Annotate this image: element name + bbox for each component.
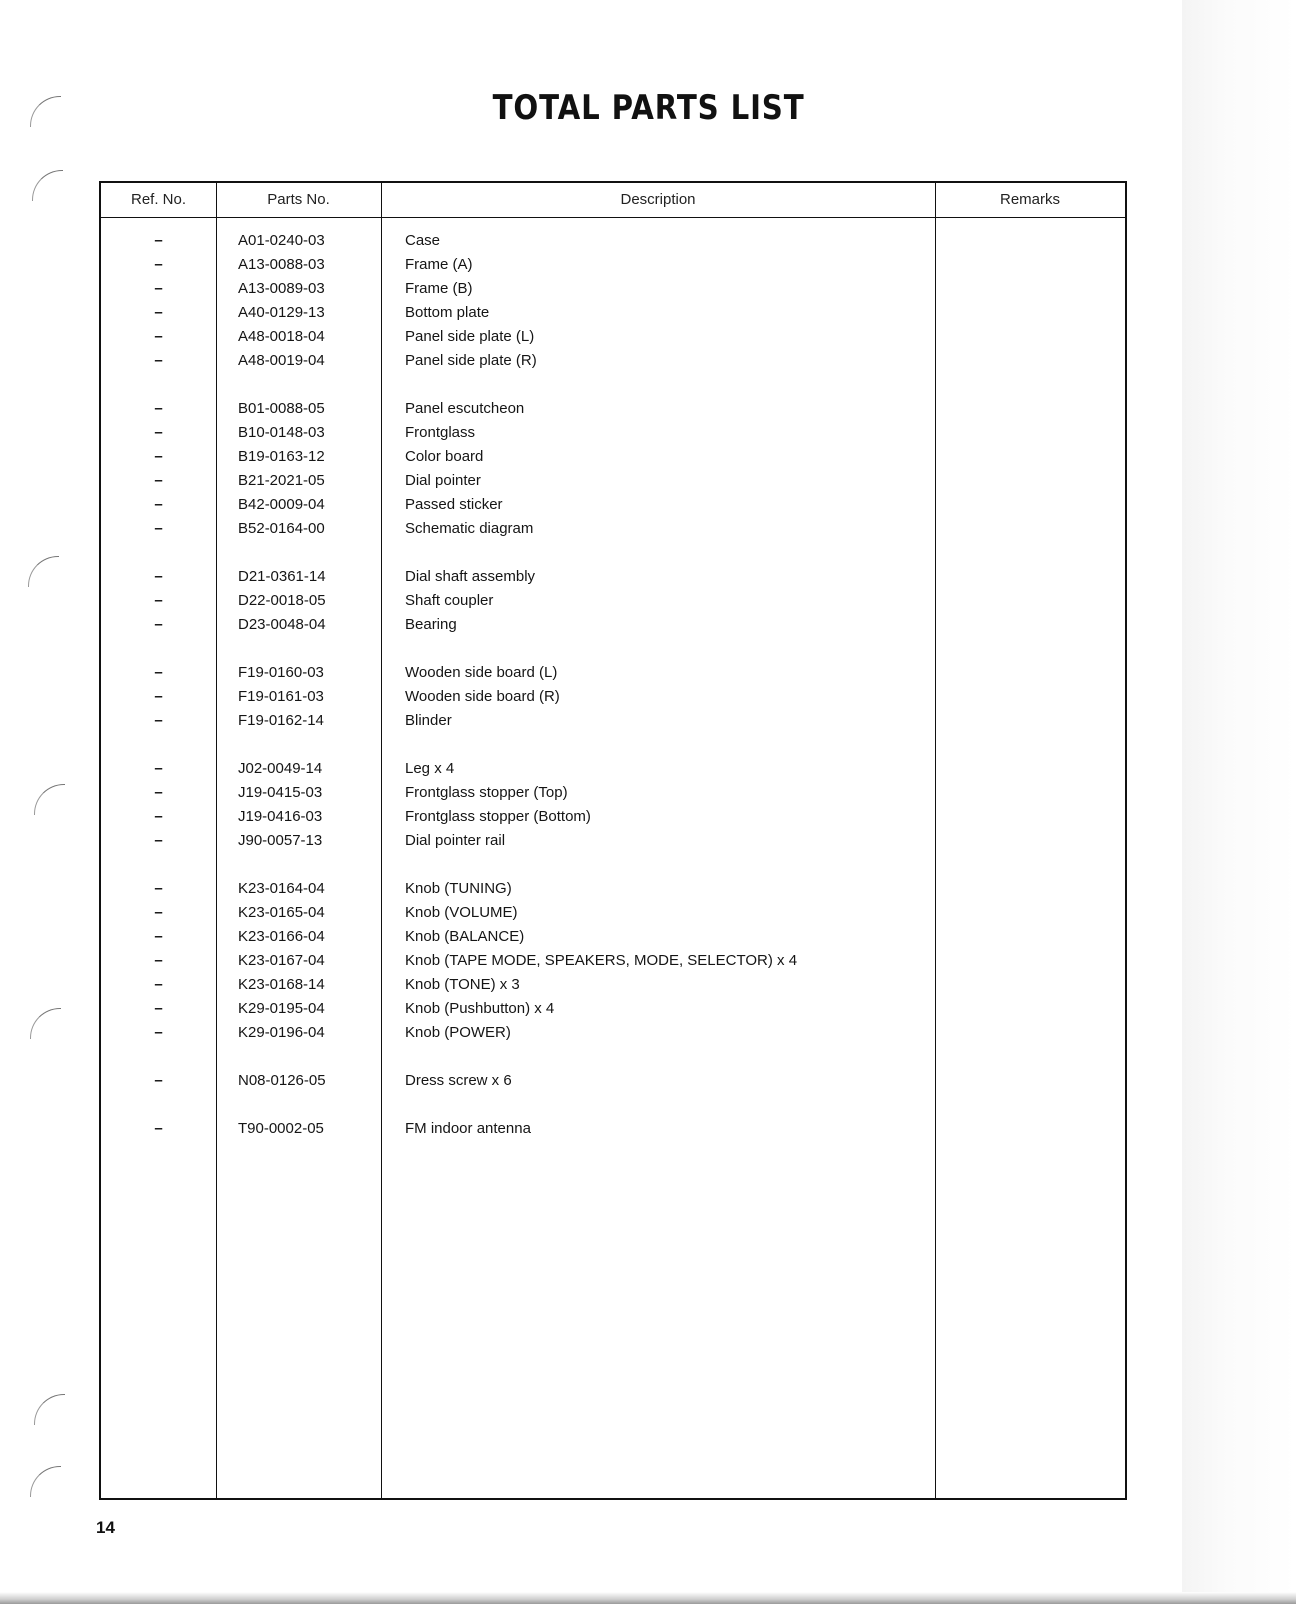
- binder-hole-mark: [28, 556, 59, 587]
- parts-no-cell: K29-0195-04: [238, 1000, 325, 1017]
- table-row: [101, 445, 1125, 469]
- table-row: [101, 901, 1125, 925]
- description-cell: Frontglass stopper (Bottom): [405, 808, 591, 825]
- ref-no-cell: –: [154, 328, 163, 345]
- binder-hole-mark: [34, 784, 65, 815]
- ref-no-cell: –: [154, 1024, 163, 1041]
- parts-no-cell: J19-0415-03: [238, 784, 323, 801]
- parts-no-cell: A40-0129-13: [238, 304, 325, 321]
- table-row: [101, 685, 1125, 709]
- table-row: [101, 805, 1125, 829]
- parts-no-cell: A13-0089-03: [238, 280, 325, 297]
- parts-no-cell: D21-0361-14: [238, 568, 326, 585]
- table-row: [101, 1117, 1125, 1141]
- ref-no-cell: –: [154, 664, 163, 681]
- description-cell: Panel side plate (L): [405, 328, 535, 345]
- ref-no-cell: –: [154, 232, 163, 249]
- ref-no-cell: –: [154, 808, 163, 825]
- parts-no-cell: B19-0163-12: [238, 448, 325, 465]
- description-cell: Frame (A): [405, 256, 473, 273]
- ref-no-cell: –: [154, 784, 163, 801]
- ref-no-cell: –: [154, 568, 163, 585]
- table-row: [101, 421, 1125, 445]
- parts-no-cell: A48-0018-04: [238, 328, 325, 345]
- description-cell: Frontglass stopper (Top): [405, 784, 568, 801]
- description-cell: Frame (B): [405, 280, 473, 297]
- parts-no-cell: K23-0166-04: [238, 928, 325, 945]
- parts-no-cell: B52-0164-00: [238, 520, 325, 537]
- ref-no-cell: –: [154, 1000, 163, 1017]
- table-row: [101, 661, 1125, 685]
- table-row: [101, 1069, 1125, 1093]
- ref-no-cell: –: [154, 400, 163, 417]
- parts-no-cell: A01-0240-03: [238, 232, 325, 249]
- parts-no-cell: D23-0048-04: [238, 616, 326, 633]
- header-ref-no: Ref. No.: [130, 191, 187, 208]
- description-cell: Dial pointer rail: [405, 832, 506, 849]
- description-cell: Dial pointer: [405, 472, 481, 489]
- parts-no-cell: K23-0168-14: [238, 976, 325, 993]
- description-cell: Panel escutcheon: [405, 400, 525, 417]
- description-cell: Shaft coupler: [405, 592, 494, 609]
- parts-no-cell: J90-0057-13: [238, 832, 323, 849]
- table-row: [101, 877, 1125, 901]
- ref-no-cell: –: [154, 592, 163, 609]
- parts-no-cell: J19-0416-03: [238, 808, 323, 825]
- ref-no-cell: –: [154, 688, 163, 705]
- parts-no-cell: K23-0164-04: [238, 880, 325, 897]
- description-cell: Knob (BALANCE): [405, 928, 525, 945]
- binder-hole-mark: [30, 1008, 61, 1039]
- table-row: [101, 469, 1125, 493]
- description-cell: Dial shaft assembly: [405, 568, 536, 585]
- parts-no-cell: A48-0019-04: [238, 352, 325, 369]
- description-cell: Knob (VOLUME): [405, 904, 518, 921]
- parts-no-cell: B10-0148-03: [238, 424, 325, 441]
- description-cell: Panel side plate (R): [405, 352, 537, 369]
- parts-no-cell: T90-0002-05: [238, 1120, 324, 1137]
- page-bottom-edge: [0, 1592, 1296, 1604]
- parts-no-cell: F19-0162-14: [238, 712, 324, 729]
- page-edge-shadow: [1182, 0, 1296, 1604]
- table-row: [101, 781, 1125, 805]
- table-row: [101, 757, 1125, 781]
- table-row: [101, 589, 1125, 613]
- table-row: [101, 253, 1125, 277]
- ref-no-cell: –: [154, 280, 163, 297]
- parts-no-cell: D22-0018-05: [238, 592, 326, 609]
- description-cell: Bearing: [405, 616, 457, 633]
- parts-no-cell: F19-0160-03: [238, 664, 324, 681]
- parts-no-cell: A13-0088-03: [238, 256, 325, 273]
- ref-no-cell: –: [154, 712, 163, 729]
- ref-no-cell: –: [154, 472, 163, 489]
- parts-no-cell: K23-0165-04: [238, 904, 325, 921]
- table-row: [101, 709, 1125, 733]
- binder-hole-mark: [30, 1466, 61, 1497]
- table-row: [101, 613, 1125, 637]
- ref-no-cell: –: [154, 520, 163, 537]
- ref-no-cell: –: [154, 976, 163, 993]
- table-row: [101, 565, 1125, 589]
- description-cell: Passed sticker: [405, 496, 503, 513]
- table-row: [101, 397, 1125, 421]
- description-cell: Schematic diagram: [405, 520, 534, 537]
- table-row: [101, 517, 1125, 541]
- description-cell: Leg x 4: [405, 760, 455, 777]
- ref-no-cell: –: [154, 496, 163, 513]
- binder-hole-mark: [34, 1394, 65, 1425]
- binder-hole-mark: [32, 170, 63, 201]
- parts-no-cell: B01-0088-05: [238, 400, 325, 417]
- table-row: [101, 829, 1125, 853]
- description-cell: Case: [405, 232, 441, 249]
- binder-hole-mark: [30, 96, 61, 127]
- page-number: 14: [96, 1518, 115, 1537]
- ref-no-cell: –: [154, 424, 163, 441]
- table-row: [101, 277, 1125, 301]
- description-cell: Knob (TONE) x 3: [405, 976, 520, 993]
- header-parts-no: Parts No.: [267, 191, 330, 208]
- parts-no-cell: K23-0167-04: [238, 952, 325, 969]
- description-cell: Knob (TUNING): [405, 880, 512, 897]
- ref-no-cell: –: [154, 256, 163, 273]
- table-row: [101, 997, 1125, 1021]
- ref-no-cell: –: [154, 904, 163, 921]
- description-cell: FM indoor antenna: [405, 1120, 531, 1137]
- ref-no-cell: –: [154, 928, 163, 945]
- ref-no-cell: –: [154, 304, 163, 321]
- table-row: [101, 325, 1125, 349]
- parts-no-cell: J02-0049-14: [238, 760, 323, 777]
- ref-no-cell: –: [154, 1072, 163, 1089]
- description-cell: Frontglass: [405, 424, 476, 441]
- description-cell: Wooden side board (L): [405, 664, 558, 681]
- table-row: [101, 925, 1125, 949]
- description-cell: Blinder: [405, 712, 452, 729]
- table-row: [101, 493, 1125, 517]
- description-cell: Bottom plate: [405, 304, 490, 321]
- parts-no-cell: F19-0161-03: [238, 688, 324, 705]
- description-cell: Wooden side board (R): [405, 688, 560, 705]
- description-cell: Knob (POWER): [405, 1024, 511, 1041]
- page-title: TOTAL PARTS LIST: [492, 88, 805, 128]
- ref-no-cell: –: [154, 880, 163, 897]
- table-row: [101, 229, 1125, 253]
- parts-table: [99, 181, 1127, 1500]
- ref-no-cell: –: [154, 616, 163, 633]
- table-row: [101, 301, 1125, 325]
- table-row: [101, 349, 1125, 373]
- header-divider: [101, 217, 1125, 218]
- description-cell: Knob (Pushbutton) x 4: [405, 1000, 555, 1017]
- parts-no-cell: B21-2021-05: [238, 472, 325, 489]
- ref-no-cell: –: [154, 1120, 163, 1137]
- header-remarks: Remarks: [999, 191, 1060, 208]
- parts-no-cell: B42-0009-04: [238, 496, 325, 513]
- ref-no-cell: –: [154, 352, 163, 369]
- ref-no-cell: –: [154, 760, 163, 777]
- table-row: [101, 973, 1125, 997]
- table-row: [101, 1021, 1125, 1045]
- description-cell: Color board: [405, 448, 484, 465]
- ref-no-cell: –: [154, 832, 163, 849]
- ref-no-cell: –: [154, 952, 163, 969]
- ref-no-cell: –: [154, 448, 163, 465]
- description-cell: Dress screw x 6: [405, 1072, 512, 1089]
- parts-no-cell: K29-0196-04: [238, 1024, 325, 1041]
- description-cell: Knob (TAPE MODE, SPEAKERS, MODE, SELECTOR) x 4: [405, 952, 798, 969]
- header-description: Description: [620, 191, 696, 208]
- parts-no-cell: N08-0126-05: [238, 1072, 326, 1089]
- table-row: [101, 949, 1125, 973]
